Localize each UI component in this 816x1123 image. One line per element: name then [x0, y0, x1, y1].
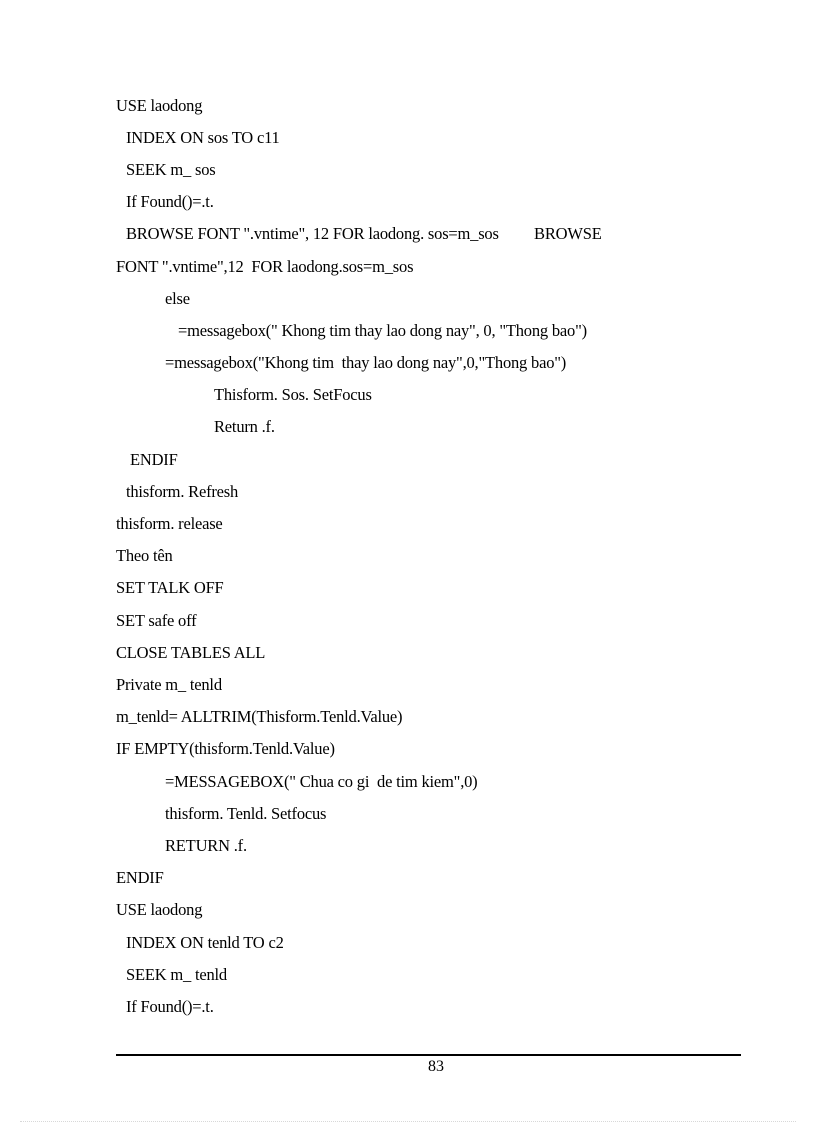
code-line: INDEX ON tenld TO c2 [126, 933, 284, 952]
code-line: thisform. Refresh [126, 482, 239, 501]
code-line: ENDIF [116, 868, 164, 887]
code-line: Thisform. Sos. SetFocus [214, 385, 372, 404]
code-line: thisform. Tenld. Setfocus [165, 804, 327, 823]
code-line: CLOSE TABLES ALL [116, 643, 266, 662]
code-line: m_tenld= ALLTRIM(Thisform.Tenld.Value) [116, 707, 403, 726]
code-line: =MESSAGEBOX(" Chua co gi de tim kiem",0) [165, 772, 478, 791]
code-line: =messagebox("Khong tim thay lao dong nay",0,"Thong bao") [165, 353, 567, 372]
code-line: INDEX ON sos TO c11 [126, 128, 280, 147]
code-line: USE laodong [116, 900, 203, 919]
code-line: Private m_ tenld [116, 675, 222, 694]
code-line: SEEK m_ sos [126, 160, 216, 179]
footer-rule [116, 1054, 741, 1056]
code-line: USE laodong [116, 96, 203, 115]
code-line: else [165, 289, 190, 308]
code-line: SET TALK OFF [116, 578, 224, 597]
code-line: Theo tên [116, 546, 173, 565]
code-line: If Found()=.t. [126, 192, 214, 211]
page-edge-divider [20, 1121, 796, 1122]
code-line: thisform. release [116, 514, 223, 533]
code-line: FONT ".vntime",12 FOR laodong.sos=m_sos [116, 257, 414, 276]
code-line: If Found()=.t. [126, 997, 214, 1016]
code-line: SEEK m_ tenld [126, 965, 227, 984]
code-line: SET safe off [116, 611, 197, 630]
code-line: BROWSE FONT ".vntime", 12 FOR laodong. sos=m_sos BROWSE [126, 224, 602, 243]
code-line: IF EMPTY(thisform.Tenld.Value) [116, 739, 335, 758]
code-line: Return .f. [214, 417, 275, 436]
code-line: ENDIF [130, 450, 178, 469]
page-number: 83 [428, 1058, 444, 1075]
code-line: =messagebox(" Khong tim thay lao dong nay", 0, "Thong bao") [178, 321, 587, 340]
code-line: RETURN .f. [165, 836, 247, 855]
